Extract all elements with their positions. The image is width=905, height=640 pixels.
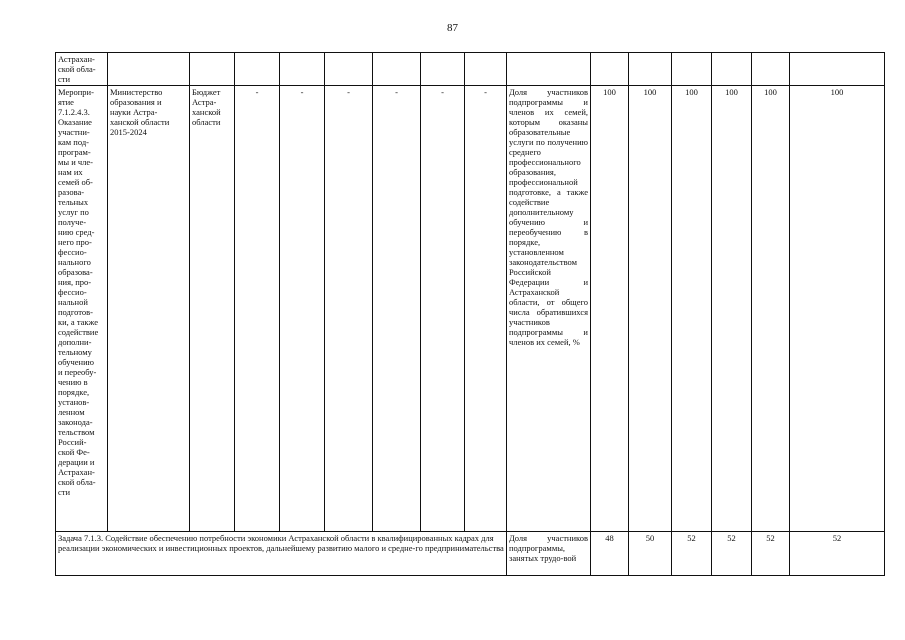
- measure-name-cell: Меропри- ятие 7.1.2.4.3. Оказание участни- кам под- програм- мы и чле- нам их семей об- разова- тельных услуг по получе- нию сред- него про- фессио- нального образова- ния, про- фессио- нальной подготов- ки, а также содействие дополни- тельному обучению и переобу- чению в порядке, установ- ленном законода- тельством Россий- ской Фе- дерации и Астрахан- ской обла- сти: [56, 86, 108, 532]
- continuation-name-cell: Астрахан- ской обла- сти: [56, 53, 108, 86]
- empty-cell: [235, 53, 280, 86]
- task-row: [56, 532, 885, 576]
- indicator-value-cell: 100: [752, 86, 790, 532]
- empty-cell: [752, 53, 790, 86]
- measure-row: [56, 86, 885, 532]
- empty-cell: [108, 53, 190, 86]
- empty-cell: [790, 53, 885, 86]
- funding-cell: -: [421, 86, 465, 532]
- task-description-cell: Задача 7.1.3. Содействие обеспечению потребности экономики Астраханской области в квалифицированных кадрах для реализации экономических и инвестиционных проектов, дальнейшему развитию малого и средне-го предпринимательства: [56, 532, 507, 576]
- task-value-cell: 50: [629, 532, 672, 576]
- continuation-row: [56, 53, 885, 86]
- task-value-cell: 52: [790, 532, 885, 576]
- empty-cell: [190, 53, 235, 86]
- page-number: 87: [447, 22, 458, 34]
- empty-cell: [629, 53, 672, 86]
- task-value-cell: 48: [591, 532, 629, 576]
- task-indicator-cell: Доля участников подпрограммы, занятых трудо-вой: [507, 532, 591, 576]
- empty-cell: [373, 53, 421, 86]
- indicator-value-cell: 100: [712, 86, 752, 532]
- task-value-cell: 52: [752, 532, 790, 576]
- indicator-cell: Доля участников подпрограммы и членов их семей, которым оказаны образовательные услуги по получению среднего профессионального образования, профессиональной подготовке, а также содействие дополнительному обучению и переобучению в порядке, установленном законодательством Российской Федерации и Астраханской области, от общего числа обратившихся участников подпрограммы и членов их семей, %: [507, 86, 591, 532]
- executor-cell: Министерство образования и науки Астра- ханской области 2015-2024: [108, 86, 190, 532]
- empty-cell: [672, 53, 712, 86]
- task-value-cell: 52: [672, 532, 712, 576]
- program-table: [55, 52, 885, 576]
- funding-cell: -: [373, 86, 421, 532]
- empty-cell: [507, 53, 591, 86]
- indicator-value-cell: 100: [629, 86, 672, 532]
- indicator-value-cell: 100: [790, 86, 885, 532]
- empty-cell: [712, 53, 752, 86]
- funding-cell: -: [235, 86, 280, 532]
- empty-cell: [421, 53, 465, 86]
- funding-source-cell: Бюджет Астра- ханской области: [190, 86, 235, 532]
- indicator-value-cell: 100: [591, 86, 629, 532]
- empty-cell: [325, 53, 373, 86]
- funding-cell: -: [280, 86, 325, 532]
- empty-cell: [465, 53, 507, 86]
- indicator-value-cell: 100: [672, 86, 712, 532]
- funding-cell: -: [465, 86, 507, 532]
- empty-cell: [591, 53, 629, 86]
- empty-cell: [280, 53, 325, 86]
- task-value-cell: 52: [712, 532, 752, 576]
- funding-cell: -: [325, 86, 373, 532]
